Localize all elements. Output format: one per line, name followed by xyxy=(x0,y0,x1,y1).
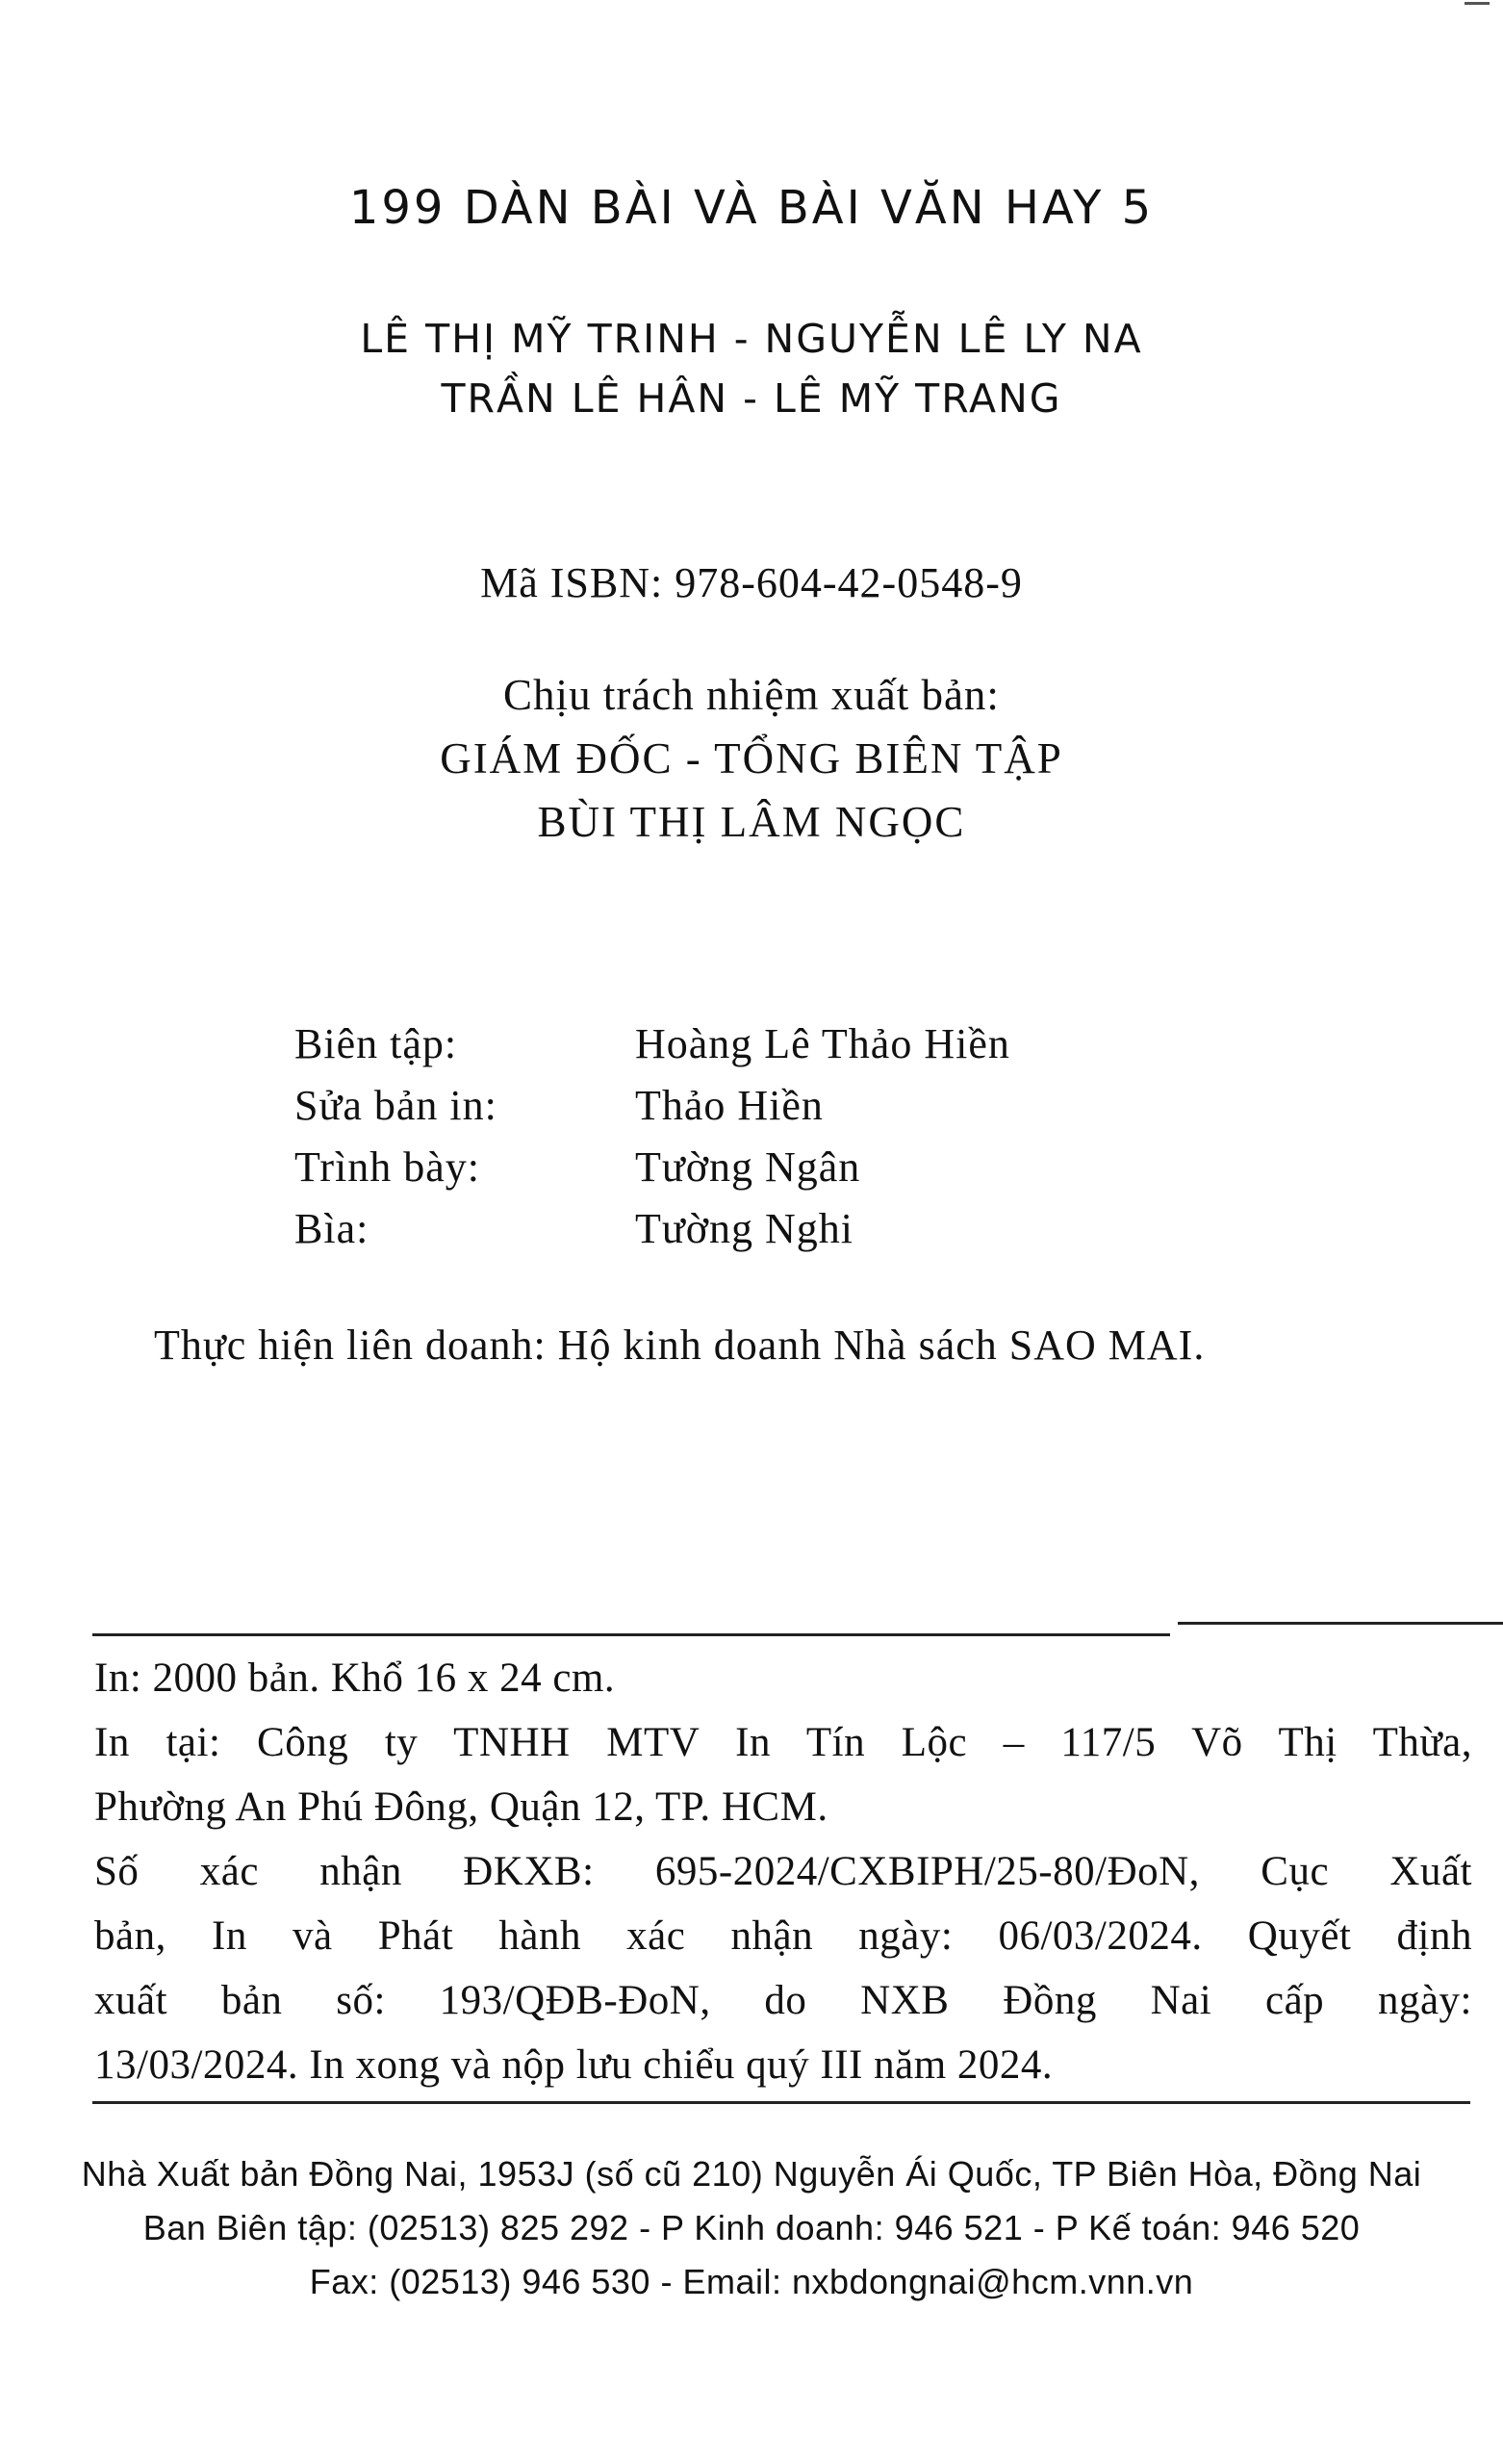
publisher-phones: Ban Biên tập: (02513) 825 292 - P Kinh doanh: 946 521 - P Kế toán: 946 520 xyxy=(142,2208,1361,2247)
divider-bottom xyxy=(92,2101,1470,2104)
divider-top xyxy=(92,1633,1170,1636)
publisher-fax-email: Fax: (02513) 946 530 - Email: nxbdongnai@hcm.vnn.vn xyxy=(309,2262,1194,2301)
deposit-line: 13/03/2024. In xong và nộp lưu chiểu quý III năm 2024. xyxy=(94,2042,1054,2088)
joint-venture: Thực hiện liên doanh: Hộ kinh doanh Nhà sách SAO MAI. xyxy=(154,1322,1206,1369)
credit-label: Trình bày: xyxy=(294,1142,480,1191)
credit-value: Tường Nghi xyxy=(635,1204,853,1252)
printer-line: In tại: Công ty TNHH MTV In Tín Lộc – 117/5 Võ Thị Thừa, xyxy=(94,1720,1472,1765)
registration-date: bản, In và Phát hành xác nhận ngày: 06/03/2024. Quyết định xyxy=(94,1913,1472,1959)
printing-info xyxy=(94,1646,1472,2097)
print-run: In: 2000 bản. Khổ 16 x 24 cm. xyxy=(94,1656,616,1701)
credits-list xyxy=(294,1013,1010,1259)
isbn: Mã ISBN: 978-604-42-0548-9 xyxy=(480,559,1023,606)
divider-top-right xyxy=(1178,1622,1503,1625)
credit-row-cover xyxy=(294,1197,1010,1259)
responsibility-name: BÙI THỊ LÂM NGỌC xyxy=(537,798,966,846)
printer-address: Phường An Phú Đông, Quận 12, TP. HCM. xyxy=(94,1784,828,1830)
publisher-address: Nhà Xuất bản Đồng Nai, 1953J (số cũ 210) Nguyễn Ái Quốc, TP Biên Hòa, Đồng Nai xyxy=(81,2154,1422,2194)
scan-mark xyxy=(1465,2,1490,5)
credit-row-proofreader xyxy=(294,1074,1010,1136)
authors-line-1: LÊ THỊ MỸ TRINH - NGUYỄN LÊ LY NA xyxy=(360,316,1143,362)
responsibility-position: GIÁM ĐỐC - TỔNG BIÊN TẬP xyxy=(440,734,1063,783)
credit-row-layout xyxy=(294,1136,1010,1197)
publishing-decision: xuất bản số: 193/QĐB-ĐoN, do NXB Đồng Nai cấp ngày: xyxy=(94,1978,1472,2023)
registration-line: Số xác nhận ĐKXB: 695-2024/CXBIPH/25-80/ĐoN, Cục Xuất xyxy=(94,1849,1472,1894)
credit-value: Hoàng Lê Thảo Hiền xyxy=(635,1019,1010,1067)
credit-value: Tường Ngân xyxy=(635,1142,861,1191)
authors-line-2: TRẦN LÊ HÂN - LÊ MỸ TRANG xyxy=(441,375,1062,422)
credit-label: Bìa: xyxy=(294,1204,369,1252)
responsibility-label: Chịu trách nhiệm xuất bản: xyxy=(503,671,1000,719)
book-title: 199 DÀN BÀI VÀ BÀI VĂN HAY 5 xyxy=(348,181,1155,235)
credit-label: Biên tập: xyxy=(294,1019,458,1067)
credit-row-editor xyxy=(294,1013,1010,1074)
credit-label: Sửa bản in: xyxy=(294,1081,497,1129)
credit-value: Thảo Hiền xyxy=(635,1081,824,1129)
